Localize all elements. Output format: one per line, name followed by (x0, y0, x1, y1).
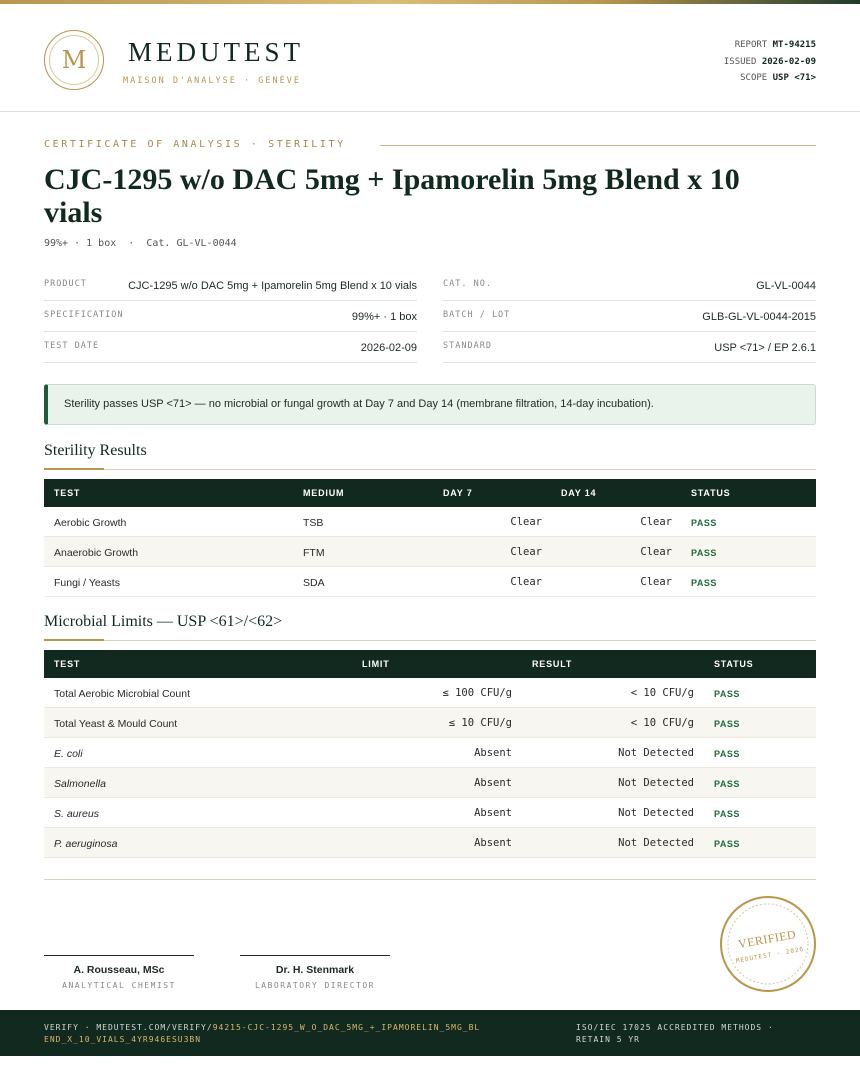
status-badge: PASS (714, 809, 740, 819)
table-row: Anaerobic Growth FTM Clear Clear PASS (44, 537, 816, 567)
seal-sub-text: MEDUTEST · 2026 (735, 945, 805, 965)
meta-issued: ISSUED 2026-02-09 (723, 56, 816, 67)
section-heading-sterility: Sterility Results (44, 442, 147, 459)
status-badge: PASS (714, 689, 740, 699)
signature-role: ANALYTICAL CHEMIST (62, 981, 176, 990)
table-row: Fungi / Yeasts SDA Clear Clear PASS (44, 567, 816, 597)
info-batch-lot: BATCH / LOT GLB-GL-VL-0044-2015 (443, 301, 816, 332)
table-row: E. coli Absent Not Detected PASS (44, 738, 816, 768)
section-accent (44, 468, 104, 470)
table-row: Total Aerobic Microbial Count ≤ 100 CFU/g < 10 CFU/g PASS (44, 678, 816, 708)
microbial-table (44, 650, 816, 858)
logo-letter: M (61, 46, 87, 74)
meta-report: REPORT MT-94215 (734, 40, 816, 50)
section-rule (44, 640, 816, 641)
notice-text: Sterility passes USP <71> — no microbial or fungal growth at Day 7 and Day 14 (membrane filtration, 14-day incubation). (64, 398, 654, 410)
signature-role: LABORATORY DIRECTOR (254, 981, 375, 990)
info-cat-no: CAT. NO. GL-VL-0044 (443, 270, 816, 301)
verify-line (44, 1022, 484, 1046)
status-badge: PASS (691, 578, 717, 588)
section-heading-microbial: Microbial Limits — USP <61>/<62> (44, 613, 283, 630)
verify-prefix: VERIFY · MEDUTEST.COM/VERIFY/ (44, 1023, 213, 1032)
table-row: Total Yeast & Mould Count ≤ 10 CFU/g < 10 CFU/g PASS (44, 708, 816, 738)
section-accent (44, 639, 104, 641)
product-subline: 99%+ · 1 box · Cat. GL-VL-0044 (44, 238, 237, 249)
signature-director (240, 955, 390, 990)
seal-main-text: VERIFIED (737, 927, 798, 952)
status-badge: PASS (691, 548, 717, 558)
table-header: TEST MEDIUM DAY 7 DAY 14 STATUS (44, 479, 816, 507)
verify-link[interactable]: 94215-CJC-1295_W_O_DAC_5MG_+_IPAMORELIN_5MG_BLEND_X_10_VIALS_4YR946ESU3BN (44, 1023, 481, 1044)
info-product: PRODUCT CJC-1295 w/o DAC 5mg + Ipamorelin 5mg Blend x 10 vials (44, 270, 417, 301)
verified-seal (720, 896, 816, 992)
brand-logo (44, 30, 104, 90)
status-badge: PASS (714, 839, 740, 849)
table-row: S. aureus Absent Not Detected PASS (44, 798, 816, 828)
table-row: Salmonella Absent Not Detected PASS (44, 768, 816, 798)
report-header (0, 4, 860, 112)
signature-name: A. Rousseau, MSc (73, 964, 165, 976)
document-eyebrow: CERTIFICATE OF ANALYSIS · STERILITY (44, 139, 346, 150)
report-meta (724, 37, 816, 87)
signature-name: Dr. H. Stenmark (275, 964, 355, 976)
meta-scope: SCOPE USP <71> (740, 73, 816, 83)
sterility-table (44, 479, 816, 597)
table-row: P. aeruginosa Absent Not Detected PASS (44, 828, 816, 858)
table-header: TEST LIMIT RESULT STATUS (44, 650, 816, 678)
status-badge: PASS (714, 779, 740, 789)
info-specification: SPECIFICATION 99%+ · 1 box (44, 301, 417, 332)
status-badge: PASS (714, 719, 740, 729)
info-test-date: TEST DATE 2026-02-09 (44, 332, 417, 363)
status-badge: PASS (691, 518, 717, 528)
eyebrow-divider (380, 145, 816, 146)
accreditation-note: ISO/IEC 17025 ACCREDITED METHODS · RETAIN 5 YR (576, 1023, 774, 1044)
brand-tagline: MAISON D'ANALYSE · GENÈVE (123, 76, 301, 86)
status-badge: PASS (714, 749, 740, 759)
info-standard: STANDARD USP <71> / EP 2.6.1 (443, 332, 816, 363)
page-title: CJC-1295 w/o DAC 5mg + Ipamorelin 5mg Blend x 10 vials (44, 163, 740, 229)
table-row: Aerobic Growth TSB Clear Clear PASS (44, 507, 816, 537)
page-footer (0, 1010, 860, 1056)
section-rule (44, 469, 816, 470)
brand-name: MEDUTEST (128, 37, 304, 67)
content-end-rule (44, 879, 816, 880)
sterility-notice (44, 384, 816, 425)
signature-analyst (44, 955, 194, 990)
